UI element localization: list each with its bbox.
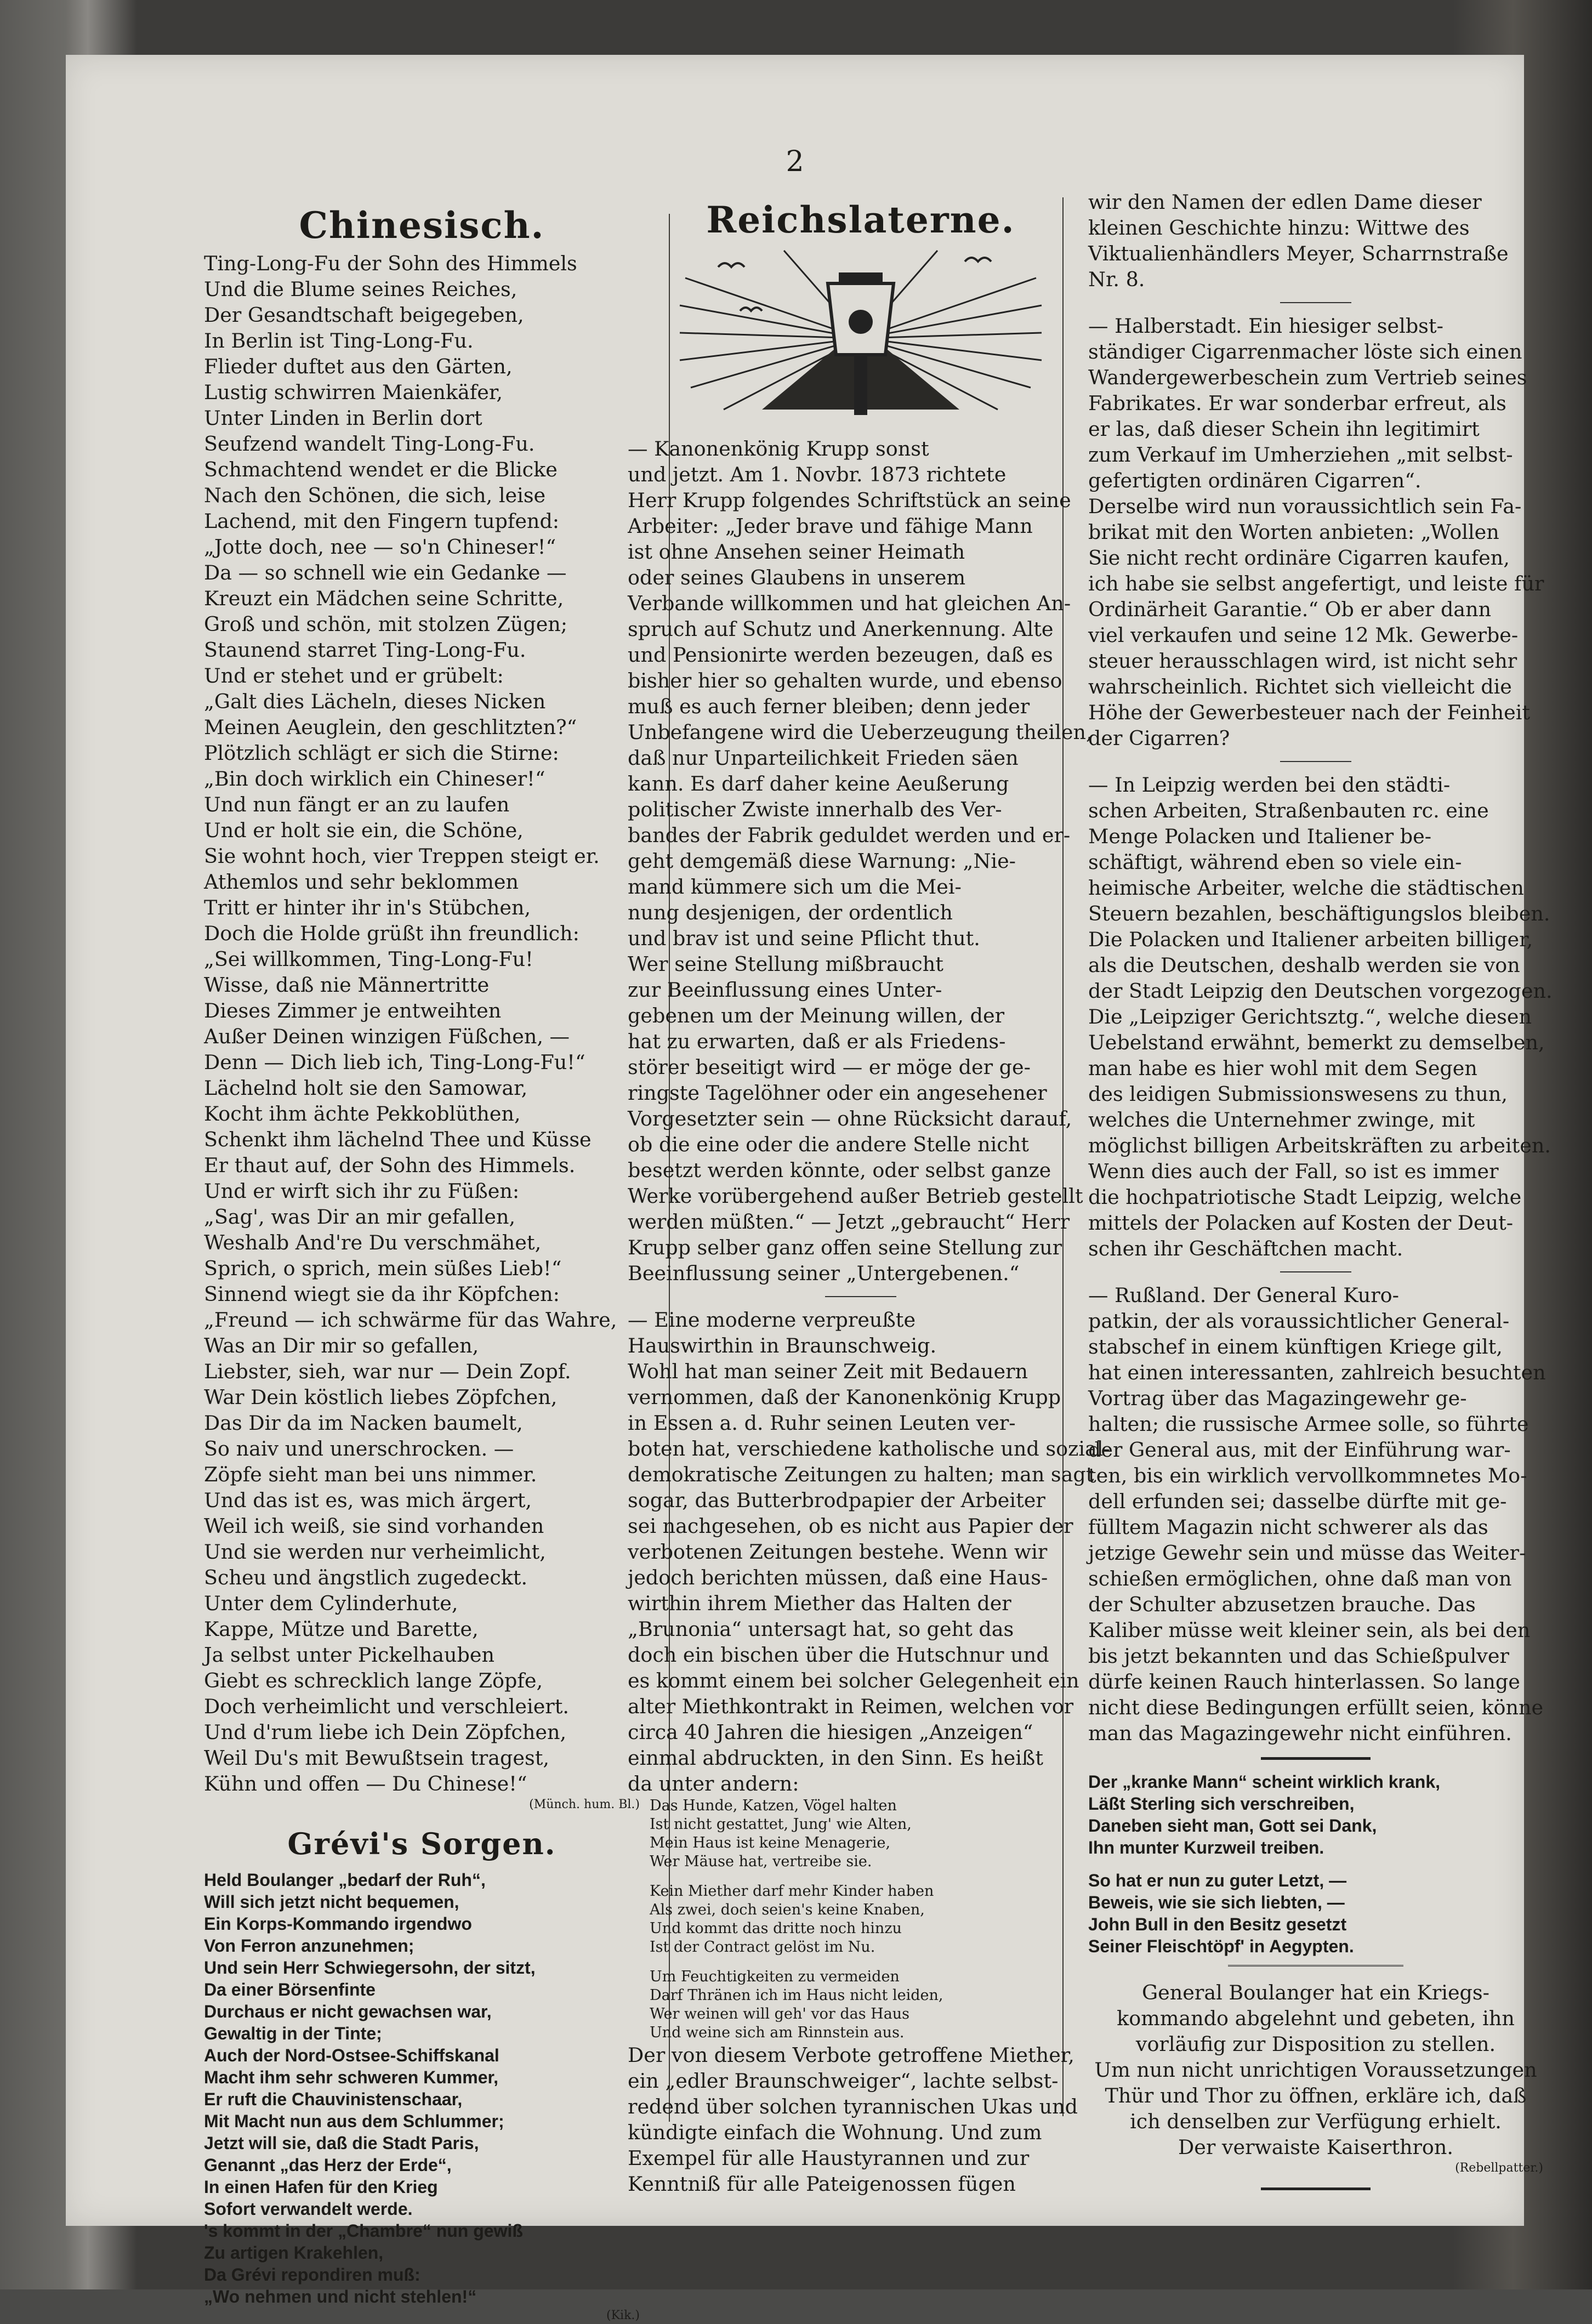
article-braunschweig <box>628 1307 1110 1797</box>
text-line: Und sie werden nur verheimlicht, <box>204 1540 546 1564</box>
text-line: Werke vorübergehend außer Betrieb gestellt <box>628 1184 1083 1208</box>
text-line: Und sein Herr Schwiegersohn, der sitzt, <box>204 1958 536 1978</box>
text-line: Da Grévi repondiren muß: <box>204 2265 420 2285</box>
text-line: oder seines Glaubens in unserem <box>628 566 966 589</box>
text-line: 's kommt in der „Chambre“ nun gewiß <box>204 2221 523 2241</box>
text-line: Menge Polacken und Italiener be- <box>1088 825 1432 848</box>
text-line: Gewaltig in der Tinte; <box>204 2024 382 2043</box>
text-line <box>1088 1859 1543 1870</box>
text-line <box>628 1871 1094 1882</box>
separator <box>1280 1271 1351 1272</box>
text-line: Verbande willkommen und hat gleichen An- <box>628 592 1071 615</box>
text-line: jedoch berichten müssen, daß eine Haus- <box>628 1566 1048 1589</box>
column-right <box>1088 189 1553 2201</box>
text-line: Wer Mäuse hat, vertreibe sie. <box>650 1853 872 1870</box>
text-line: Zu artigen Krakehlen, <box>204 2243 384 2263</box>
text-line: Dieses Zimmer je entweihten <box>204 999 502 1022</box>
separator <box>825 1296 896 1297</box>
text-line: Ein Korps-Kommando irgendwo <box>204 1914 472 1934</box>
text-line: viel verkaufen und seine 12 Mk. Gewerbe- <box>1088 623 1519 647</box>
text-line: heimische Arbeiter, welche die städtischen <box>1088 876 1524 900</box>
text-line: Kein Miether darf mehr Kinder haben <box>650 1883 934 1900</box>
text-line: jetzige Gewehr sein und müsse das Weiter- <box>1088 1541 1526 1565</box>
text-line: Unter dem Cylinderhute, <box>204 1592 458 1615</box>
text-line: Kreuzt ein Mädchen seine Schritte, <box>204 587 564 610</box>
text-line: zur Beeinflussung eines Unter- <box>628 978 942 1002</box>
page-number: 2 <box>786 145 804 178</box>
text-line: es kommt einem bei solcher Gelegenheit ein <box>628 1669 1079 1692</box>
text-line: „Galt dies Lächeln, dieses Nicken <box>204 690 546 713</box>
text-line: möglichst billigen Arbeitskräften zu arbeiten. <box>1088 1134 1551 1157</box>
text-line: circa 40 Jahren die hiesigen „Anzeigen“ <box>628 1720 1033 1744</box>
text-line: Höhe der Gewerbesteuer nach der Feinheit <box>1088 701 1531 724</box>
text-line: Doch die Holde grüßt ihn freundlich: <box>204 922 579 945</box>
text-line: Er ruft die Chauvinistenschaar, <box>204 2089 463 2109</box>
text-line: gebenen um der Meinung willen, der <box>628 1004 1005 1027</box>
article-leipzig <box>1088 772 1553 1262</box>
text-line: Genannt „das Herz der Erde“, <box>204 2155 452 2175</box>
article-braunschweig-cont <box>1088 189 1543 292</box>
text-line: Groß und schön, mit stolzen Zügen; <box>204 612 568 636</box>
text-line: Zöpfe sieht man bei uns nimmer. <box>204 1463 537 1486</box>
text-line: Thür und Thor zu öffnen, erkläre ich, daß <box>1105 2084 1527 2107</box>
contract-verse <box>628 1797 1094 2042</box>
text-line: Vorgesetzter sein — ohne Rücksicht darauf, <box>628 1107 1072 1130</box>
poem-kranke-mann <box>1088 1771 1543 1957</box>
text-line: ringste Tagelöhner oder ein angesehener <box>628 1081 1047 1105</box>
text-line: Schmachtend wendet er die Blicke <box>204 458 558 481</box>
text-line: Hauswirthin in Braunschweig. <box>628 1334 937 1357</box>
text-line: nung desjenigen, der ordentlich <box>628 901 953 924</box>
lantern-illustration <box>680 245 1042 426</box>
text-line: Ist nicht gestattet, Jung' wie Alten, <box>650 1816 912 1833</box>
text-line: Athemlos und sehr beklommen <box>204 870 519 894</box>
text-line: der Schulter abzusetzen brauche. Das <box>1088 1593 1476 1616</box>
text-line: demokratische Zeitungen zu halten; man sagt <box>628 1463 1094 1486</box>
text-line: Sprich, o sprich, mein süßes Lieb!“ <box>204 1257 562 1280</box>
text-line: Läßt Sterling sich verschreiben, <box>1088 1794 1355 1814</box>
text-line: Nr. 8. <box>1088 268 1145 291</box>
text-line: mand kümmere sich um die Mei- <box>628 875 962 899</box>
text-line: Doch verheimlicht und verschleiert. <box>204 1695 570 1718</box>
text-line: Die „Leipziger Gerichtsztg.“, welche diesen <box>1088 1005 1532 1029</box>
text-line: Ist der Contract gelöst im Nu. <box>650 1939 875 1956</box>
poem-grevi <box>204 1869 640 2308</box>
text-line: Was an Dir mir so gefallen, <box>204 1334 479 1357</box>
text-line: Und nun fängt er an zu laufen <box>204 793 510 816</box>
text-line: — Rußland. Der General Kuro- <box>1088 1283 1399 1307</box>
text-line: dell erfunden sei; dasselbe dürfte mit ge- <box>1088 1490 1507 1513</box>
text-line: Wenn dies auch der Fall, so ist es immer <box>1088 1160 1499 1183</box>
text-line: verbotenen Zeitungen bestehe. Wenn wir <box>628 1540 1048 1564</box>
text-line: Und das ist es, was mich ärgert, <box>204 1488 532 1512</box>
text-line: Nach den Schönen, die sich, leise <box>204 484 546 507</box>
text-line: Kocht ihm ächte Pekkoblüthen, <box>204 1102 521 1126</box>
text-line: ständiger Cigarrenmacher löste sich einen <box>1088 340 1522 363</box>
text-line: Um nun nicht unrichtigen Voraussetzungen <box>1094 2058 1537 2082</box>
text-line: schießen ermöglichen, ohne daß man von <box>1088 1567 1512 1590</box>
column-left <box>204 206 640 2324</box>
article-halberstadt <box>1088 313 1543 751</box>
text-line: des leidigen Submissionswesens zu thun, <box>1088 1082 1508 1106</box>
text-line: Sie nicht recht ordinäre Cigarren kaufen, <box>1088 546 1510 570</box>
text-line: Sofort verwandelt werde. <box>204 2199 413 2219</box>
text-line: wir den Namen der edlen Dame dieser <box>1088 190 1482 214</box>
text-line: Kühn und offen — Du Chinese!“ <box>204 1772 527 1795</box>
text-line: Seufzend wandelt Ting-Long-Fu. <box>204 432 535 456</box>
text-line: Wandergewerbeschein zum Vertrieb seines <box>1088 366 1527 389</box>
text-line: steuer herausschlagen wird, ist nicht sehr <box>1088 649 1517 673</box>
text-line: ten, bis ein wirklich vervollkommnetes Mo- <box>1088 1464 1527 1487</box>
thick-separator <box>1261 1757 1371 1760</box>
text-line: spruch auf Schutz und Anerkennung. Alte <box>628 617 1054 641</box>
text-line: gefertigten ordinären Cigarren“. <box>1088 469 1422 492</box>
text-line: halten; die russische Armee solle, so führte <box>1088 1412 1529 1436</box>
text-line: hat einen interessanten, zahlreich besuchten <box>1088 1361 1546 1384</box>
text-line: mittels der Polacken auf Kosten der Deut- <box>1088 1211 1514 1235</box>
text-line: Weshalb And're Du verschmähet, <box>204 1231 542 1254</box>
text-line: Von Ferron anzunehmen; <box>204 1936 414 1956</box>
text-line: man das Magazingewehr nicht einführen. <box>1088 1721 1512 1745</box>
thick-separator-end <box>1261 2187 1371 2190</box>
separator <box>1280 302 1351 303</box>
article-russland <box>1088 1282 1546 1746</box>
text-line: ich denselben zur Verfügung erhielt. <box>1130 2110 1502 2133</box>
column-middle <box>628 198 1110 2197</box>
text-line: Er thaut auf, der Sohn des Himmels. <box>204 1154 576 1177</box>
text-line: muß es auch ferner bleiben; denn jeder <box>628 695 1030 718</box>
text-line: Will sich jetzt nicht bequemen, <box>204 1892 459 1912</box>
text-line: Plötzlich schlägt er sich die Stirne: <box>204 741 559 765</box>
text-line: dürfe keinen Rauch hinterlassen. So lange <box>1088 1670 1520 1694</box>
text-line: Herr Krupp folgendes Schriftstück an seine <box>628 488 1071 512</box>
text-line: Krupp selber ganz offen seine Stellung zur <box>628 1236 1062 1259</box>
source-note-3: (Rebellpatter.) <box>1455 2161 1543 2175</box>
text-line: „Wo nehmen und nicht stehlen!“ <box>204 2287 477 2306</box>
text-line: „Brunonia“ untersagt hat, so geht das <box>628 1617 1014 1641</box>
text-line: nicht diese Bedingungen erfüllt seien, könne <box>1088 1696 1544 1719</box>
text-line: ich habe sie selbst angefertigt, und leiste für <box>1088 572 1544 595</box>
text-line: bisher hier so gehalten wurde, und ebenso <box>628 669 1062 692</box>
separator <box>1280 761 1351 762</box>
text-line: hat zu erwarten, daß er als Friedens- <box>628 1030 1006 1053</box>
text-line: Der verwaiste Kaiserthron. <box>1178 2135 1454 2159</box>
text-line: Meinen Aeuglein, den geschlitzten?“ <box>204 715 577 739</box>
text-line: Staunend starret Ting-Long-Fu. <box>204 638 526 662</box>
text-line: Und kommt das dritte noch hinzu <box>650 1920 902 1937</box>
text-line: und Pensionirte werden bezeugen, daß es <box>628 643 1053 667</box>
text-line: Außer Deinen winzigen Füßchen, — <box>204 1025 570 1048</box>
text-line: Exempel für alle Haustyrannen und zur <box>628 2146 1030 2170</box>
text-line: Und er wirft sich ihr zu Füßen: <box>204 1179 520 1203</box>
text-line: besetzt werden könnte, oder selbst ganze <box>628 1158 1051 1182</box>
text-line: Viktualienhändlers Meyer, Scharrnstraße <box>1088 242 1509 265</box>
text-line: vernommen, daß der Kanonenkönig Krupp <box>628 1385 1061 1409</box>
text-line: War Dein köstlich liebes Zöpfchen, <box>204 1385 558 1409</box>
text-line: Liebster, sieh, war nur — Dein Zopf. <box>204 1360 571 1383</box>
text-line: Lächelnd holt sie den Samowar, <box>204 1076 528 1100</box>
text-line: Wohl hat man seiner Zeit mit Bedauern <box>628 1360 1028 1383</box>
text-line: Scheu und ängstlich zugedeckt. <box>204 1566 528 1589</box>
text-line: Der „kranke Mann“ scheint wirklich krank, <box>1088 1772 1441 1792</box>
text-line: Das Dir da im Nacken baumelt, <box>204 1411 523 1435</box>
text-line: Arbeiter: „Jeder brave und fähige Mann <box>628 514 1033 538</box>
text-line: Darf Thränen ich im Haus nicht leiden, <box>650 1987 943 2004</box>
text-line: Uebelstand erwähnt, bemerkt zu demselben, <box>1088 1031 1545 1054</box>
text-line: Unter Linden in Berlin dort <box>204 406 482 430</box>
text-line: Beweis, wie sie sich liebten, — <box>1088 1893 1345 1912</box>
text-line: politischer Zwiste innerhalb des Ver- <box>628 798 1002 821</box>
text-line: man habe es hier wohl mit dem Segen <box>1088 1056 1477 1080</box>
text-line: schen ihr Geschäftchen macht. <box>1088 1237 1403 1260</box>
text-line: wirthin ihrem Miether das Halten der <box>628 1592 1011 1615</box>
text-line: Kaliber müsse weit kleiner sein, als bei den <box>1088 1618 1531 1642</box>
text-line: Kenntniß für alle Pateigenossen fügen <box>628 2172 1016 2196</box>
text-line: stabschef in einem künftigen Kriege gilt, <box>1088 1335 1503 1359</box>
text-line: Flieder duftet aus den Gärten, <box>204 355 513 378</box>
text-line: kommando abgelehnt und gebeten, ihn <box>1117 2007 1515 2030</box>
text-line: Der Gesandtschaft beigegeben, <box>204 303 524 327</box>
text-line: in Essen a. d. Ruhr seinen Leuten ver- <box>628 1411 1016 1435</box>
text-line: ist ohne Ansehen seiner Heimath <box>628 540 965 564</box>
text-line: brikat mit den Worten anbieten: „Wollen <box>1088 520 1499 544</box>
text-line: der Cigarren? <box>1088 726 1230 750</box>
text-line: Held Boulanger „bedarf der Ruh“, <box>204 1870 486 1890</box>
text-line: Steuern bezahlen, beschäftigungslos bleiben. <box>1088 902 1550 925</box>
text-line: Durchaus er nicht gewachsen war, <box>204 2002 492 2021</box>
poem-title-chinesisch: Chinesisch. <box>299 204 545 247</box>
section-title-reichslaterne: Reichslaterne. <box>706 198 1015 241</box>
text-line: Sinnend wiegt sie da ihr Köpfchen: <box>204 1282 560 1306</box>
text-line: doch ein bischen über die Hutschnur und <box>628 1643 1049 1667</box>
text-line: General Boulanger hat ein Kriegs- <box>1142 1981 1489 2004</box>
text-line: Weil ich weiß, sie sind vorhanden <box>204 1514 544 1538</box>
text-line: Da — so schnell wie ein Gedanke — <box>204 561 567 584</box>
text-line: kann. Es darf daher keine Aeußerung <box>628 772 1009 795</box>
text-line: wahrscheinlich. Richtet sich vielleicht die <box>1088 675 1512 698</box>
text-line: Derselbe wird nun voraussichtlich sein Fa- <box>1088 495 1522 518</box>
text-line: ein „edler Braunschweiger“, lachte selbst- <box>628 2069 1059 2093</box>
text-line: Weil Du's mit Bewußtsein tragest, <box>204 1746 549 1770</box>
text-line: Wer weinen will geh' vor das Haus <box>650 2005 910 2022</box>
text-line: Ihn munter Kurzweil treiben. <box>1088 1838 1324 1857</box>
text-line: — In Leipzig werden bei den städti- <box>1088 773 1451 797</box>
text-line: schäftigt, während eben so viele ein- <box>1088 850 1462 874</box>
text-line: sogar, das Butterbrodpapier der Arbeiter <box>628 1488 1045 1512</box>
text-line: Unbefangene wird die Ueberzeugung theilen, <box>628 720 1093 744</box>
text-line: Beeinflussung seiner „Untergebenen.“ <box>628 1262 1020 1285</box>
text-line: Sie wohnt hoch, vier Treppen steigt er. <box>204 844 600 868</box>
source-note-2: (Kik.) <box>606 2309 640 2322</box>
text-line: Tritt er hinter ihr in's Stübchen, <box>204 896 531 919</box>
text-line: fülltem Magazin nicht schwerer als das <box>1088 1515 1488 1539</box>
ornament-separator <box>1228 1965 1403 1972</box>
text-line: kleinen Geschichte hinzu: Wittwe des <box>1088 216 1470 240</box>
text-line: welches die Unternehmer zwinge, mit <box>1088 1108 1475 1132</box>
text-line: die hochpatriotische Stadt Leipzig, welche <box>1088 1185 1522 1209</box>
text-line: da unter andern: <box>628 1772 799 1795</box>
text-line: Auch der Nord-Ostsee-Schiffskanal <box>204 2045 499 2065</box>
text-line: — Kanonenkönig Krupp sonst <box>628 437 929 461</box>
text-line: Ting-Long-Fu der Sohn des Himmels <box>204 252 577 275</box>
text-line: kündigte einfach die Wohnung. Und zum <box>628 2121 1042 2144</box>
text-line: geht demgemäß diese Warnung: „Nie- <box>628 849 1016 873</box>
text-line: als die Deutschen, deshalb werden sie von <box>1088 953 1520 977</box>
article-boulanger <box>1088 1980 1543 2160</box>
text-line: John Bull in den Besitz gesetzt <box>1088 1914 1347 1934</box>
text-line: Ja selbst unter Pickelhauben <box>204 1643 495 1667</box>
newspaper-page <box>66 55 1553 2322</box>
text-line: der Stadt Leipzig den Deutschen vorgezogen. <box>1088 979 1553 1003</box>
text-line <box>628 1957 1094 1968</box>
text-line: Und er holt sie ein, die Schöne, <box>204 819 524 842</box>
text-line: Da einer Börsenfinte <box>204 1980 376 1999</box>
text-line: vorläufig zur Disposition zu stellen. <box>1135 2032 1496 2056</box>
text-line: Giebt es schrecklich lange Zöpfe, <box>204 1669 543 1692</box>
text-line: Und die Blume seines Reiches, <box>204 277 518 301</box>
text-line: Ordinärheit Garantie.“ Ob er aber dann <box>1088 598 1492 621</box>
text-line: Wer seine Stellung mißbraucht <box>628 952 943 976</box>
poem-chinesisch <box>204 251 640 1797</box>
text-line: Die Polacken und Italiener arbeiten billiger, <box>1088 928 1533 951</box>
text-line: alter Miethkontrakt in Reimen, welchen vor <box>628 1695 1074 1718</box>
text-line: Macht ihm sehr schweren Kummer, <box>204 2067 499 2087</box>
text-line: ob die eine oder die andere Stelle nicht <box>628 1133 1029 1156</box>
text-line: schen Arbeiten, Straßenbauten rc. eine <box>1088 799 1489 822</box>
text-line: So naiv und unerschrocken. — <box>204 1437 514 1461</box>
text-line: daß nur Unparteilichkeit Frieden säen <box>628 746 1019 770</box>
text-line: Und d'rum liebe ich Dein Zöpfchen, <box>204 1720 567 1744</box>
text-line: Denn — Dich lieb ich, Ting-Long-Fu!“ <box>204 1050 585 1074</box>
text-line: In Berlin ist Ting-Long-Fu. <box>204 329 474 353</box>
text-line: „Freund — ich schwärme für das Wahre, <box>204 1308 617 1332</box>
text-line: Das Hunde, Katzen, Vögel halten <box>650 1797 897 1814</box>
text-line: patkin, der als voraussichtlicher General- <box>1088 1309 1510 1333</box>
text-line: — Halberstadt. Ein hiesiger selbst- <box>1088 314 1443 338</box>
text-line: redend über solchen tyrannischen Ukas und <box>628 2095 1078 2118</box>
text-line: Schenkt ihm lächelnd Thee und Küsse <box>204 1128 592 1151</box>
text-line: In einen Hafen für den Krieg <box>204 2177 438 2197</box>
text-line: Kappe, Mütze und Barette, <box>204 1617 479 1641</box>
text-line: So hat er nun zu guter Letzt, — <box>1088 1871 1347 1890</box>
text-line: Jetzt will sie, daß die Stadt Paris, <box>204 2133 479 2153</box>
text-line: sei nachgesehen, ob es nicht aus Papier der <box>628 1514 1073 1538</box>
text-line: „Sei willkommen, Ting-Long-Fu! <box>204 947 533 971</box>
text-line: Und er stehet und er grübelt: <box>204 664 504 687</box>
text-line: werden müßten.“ — Jetzt „gebraucht“ Herr <box>628 1210 1070 1234</box>
source-note: (Münch. hum. Bl.) <box>529 1798 640 1811</box>
poem-title-grevi: Grévi's Sorgen. <box>287 1826 556 1861</box>
text-line: Vortrag über das Magazingewehr ge- <box>1088 1387 1467 1410</box>
text-line: Seiner Fleischtöpf' in Aegypten. <box>1088 1936 1354 1956</box>
text-line: — Eine moderne verpreußte <box>628 1308 916 1332</box>
text-line: boten hat, verschiedene katholische und sozial- <box>628 1437 1110 1461</box>
text-line: Um Feuchtigkeiten zu vermeiden <box>650 1968 900 1985</box>
text-line: „Bin doch wirklich ein Chineser!“ <box>204 767 545 791</box>
text-line: einmal abdruckten, in den Sinn. Es heißt <box>628 1746 1043 1770</box>
text-line: Lachend, mit den Fingern tupfend: <box>204 509 560 533</box>
text-line: Mit Macht nun aus dem Schlummer; <box>204 2111 504 2131</box>
text-line: störer beseitigt wird — er möge der ge- <box>628 1055 1031 1079</box>
text-line: Und weine sich am Rinnstein aus. <box>650 2024 905 2041</box>
text-line: „Sag', was Dir an mir gefallen, <box>204 1205 516 1229</box>
text-line: Wisse, daß nie Männertritte <box>204 973 490 997</box>
article-krupp <box>628 436 1094 1286</box>
text-line: der General aus, mit der Einführung war- <box>1088 1438 1511 1462</box>
text-line: bis jetzt bekannten und das Schießpulver <box>1088 1644 1509 1668</box>
text-line: Mein Haus ist keine Menagerie, <box>650 1834 891 1851</box>
text-line: Der von diesem Verbote getroffene Miether, <box>628 2043 1074 2067</box>
text-line: Fabrikates. Er war sonderbar erfreut, als <box>1088 391 1506 415</box>
text-line: und brav ist und seine Pflicht thut. <box>628 927 980 950</box>
text-line: Lustig schwirren Maienkäfer, <box>204 380 503 404</box>
text-line: „Jotte doch, nee — so'n Chineser!“ <box>204 535 556 559</box>
text-line: Daneben sieht man, Gott sei Dank, <box>1088 1816 1377 1836</box>
text-line: bandes der Fabrik geduldet werden und er- <box>628 823 1071 847</box>
text-line: und jetzt. Am 1. Novbr. 1873 richtete <box>628 463 1007 486</box>
text-line: zum Verkauf im Umherziehen „mit selbst- <box>1088 443 1513 467</box>
article-braunschweig-end <box>628 2042 1094 2197</box>
text-line: Als zwei, doch seien's keine Knaben, <box>650 1901 925 1918</box>
text-line: er las, daß dieser Schein ihn legitimirt <box>1088 417 1480 441</box>
